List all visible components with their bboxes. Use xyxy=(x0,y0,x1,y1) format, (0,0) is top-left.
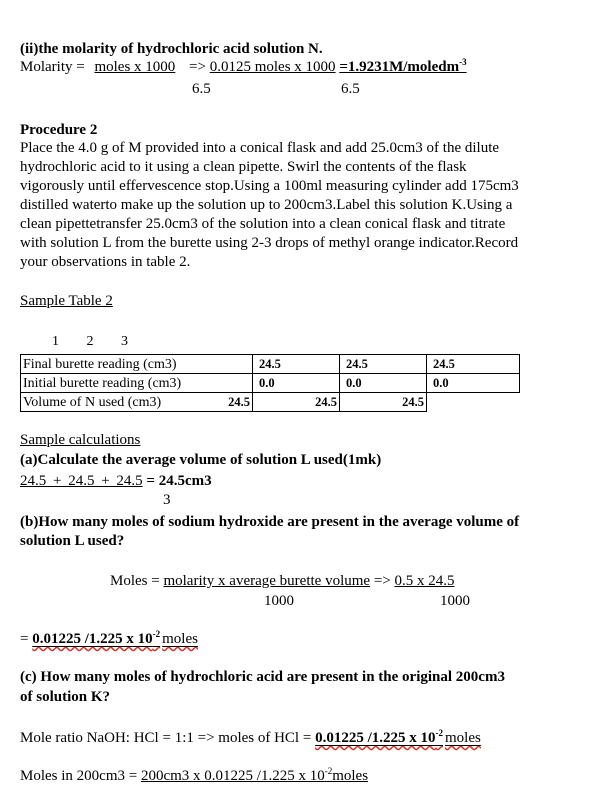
table-row xyxy=(21,393,520,412)
average-volume-line xyxy=(20,472,212,490)
molarity-denominator-1: 6.5 xyxy=(192,81,211,97)
procedure-line: vigorously until effervescence stop.Using a 100ml measuring cylinder add 175cm3 xyxy=(20,178,519,194)
column-number: 3 xyxy=(121,334,128,349)
row-label: Volume of N used (cm3) 24.5 xyxy=(21,393,253,412)
table-cell: 24.5 xyxy=(340,393,427,412)
moles-200cm3-value: 200cm3 x 0.01225 /1.225 x $10^{-2}moles$ xyxy=(140,766,369,784)
row-label: Initial burette reading (cm3) xyxy=(21,374,253,393)
moles-denominator-2: 1000 xyxy=(440,593,470,609)
moles-label: Moles = xyxy=(110,573,160,589)
average-volume-result: = 24.5cm3 xyxy=(146,473,212,489)
calculations-heading: Sample calculations xyxy=(20,432,141,448)
moles-formula-line xyxy=(110,572,454,590)
table-cell: 0.0 xyxy=(340,374,427,393)
table-cell: 0.0 xyxy=(427,374,520,393)
molarity-value-numerator: 0.0125 moles x 1000 xyxy=(209,59,336,75)
column-number: 2 xyxy=(86,334,94,349)
arrow-symbol: => xyxy=(189,59,206,75)
question-c-line-2: of solution K? xyxy=(20,689,111,705)
table-cell: 24.5 xyxy=(340,355,427,374)
table-cell: 24.5 xyxy=(427,355,520,374)
table-row xyxy=(21,374,520,393)
molarity-numerator: moles x 1000 xyxy=(94,59,176,75)
question-b-line-1: (b)How many moles of sodium hydroxide are present in the average volume of xyxy=(20,514,520,530)
average-denominator: 3 xyxy=(163,492,171,508)
mole-ratio-value: 0.01225 /1.225 x $10^{-2}$ xyxy=(315,728,443,746)
arrow-symbol: => xyxy=(373,573,391,589)
row-label: Final burette reading (cm3) xyxy=(21,355,253,374)
volume-sum: 24.5 + 24.5 + 24.5 xyxy=(20,473,143,489)
procedure-line: clean pipettetransfer 25.0cm3 of the solution into a clean conical flask and titrate xyxy=(20,216,506,232)
moles-result-line: = 0.01225 /1.225 x $10^{-2}$ moles xyxy=(20,629,198,647)
table-cell: 0.0 xyxy=(253,374,340,393)
molarity-result: =1.9231M/moledm$^{-3}$ xyxy=(339,57,467,75)
part-ii-heading: (ii)the molarity of hydrochloric acid solution N. xyxy=(20,41,323,57)
mole-ratio-line: Mole ratio NaOH: HCl = 1:1 => moles of HCl = 0.01225 /1.225 x $10^{-2}$ moles xyxy=(20,728,481,746)
question-b-line-2: solution L used? xyxy=(20,533,125,549)
column-number: 1 xyxy=(52,334,59,349)
molarity-denominator-2: 6.5 xyxy=(341,81,360,97)
question-c-line-1: (c) How many moles of hydrochloric acid are present in the original 200cm3 xyxy=(20,669,505,685)
table-cell: 24.5 xyxy=(228,394,250,409)
results-table xyxy=(20,354,520,412)
mole-ratio-text: Mole ratio NaOH: HCl = 1:1 => moles of HCl = xyxy=(20,730,312,746)
table-column-numbers xyxy=(52,334,128,350)
table-cell: 24.5 xyxy=(253,355,340,374)
procedure-line: your observations in table 2. xyxy=(20,254,191,270)
procedure-line: hydrochloric acid to it using a clean pipette. Swirl the contents of the flask xyxy=(20,159,467,175)
procedure-line: Place the 4.0 g of M provided into a conical flask and add 25.0cm3 of the dilute xyxy=(20,140,500,156)
question-a: (a)Calculate the average volume of solution L used(1mk) xyxy=(20,452,382,468)
moles-result: 0.01225 /1.225 x $10^{-2}$ xyxy=(32,629,161,647)
moles-values: 0.5 x 24.5 xyxy=(394,573,455,589)
procedure-heading: Procedure 2 xyxy=(20,122,98,138)
moles-200cm3-label: Moles in 200cm3 = xyxy=(20,768,138,784)
procedure-line: with solution L from the burette using 2-3 drops of methyl orange indicator.Record xyxy=(20,235,519,251)
moles-200cm3-line xyxy=(20,767,368,785)
table-caption: Sample Table 2 xyxy=(20,293,113,309)
procedure-line: distilled waterto make up the solution up to 200cm3.Label this solution K.Using a xyxy=(20,197,513,213)
moles-formula: molarity x average burette volume xyxy=(163,573,371,589)
moles-denominator-1: 1000 xyxy=(264,593,294,609)
table-row xyxy=(21,355,520,374)
molarity-formula-line xyxy=(20,58,467,76)
molarity-label: Molarity = xyxy=(20,59,85,75)
table-cell: 24.5 xyxy=(253,393,340,412)
